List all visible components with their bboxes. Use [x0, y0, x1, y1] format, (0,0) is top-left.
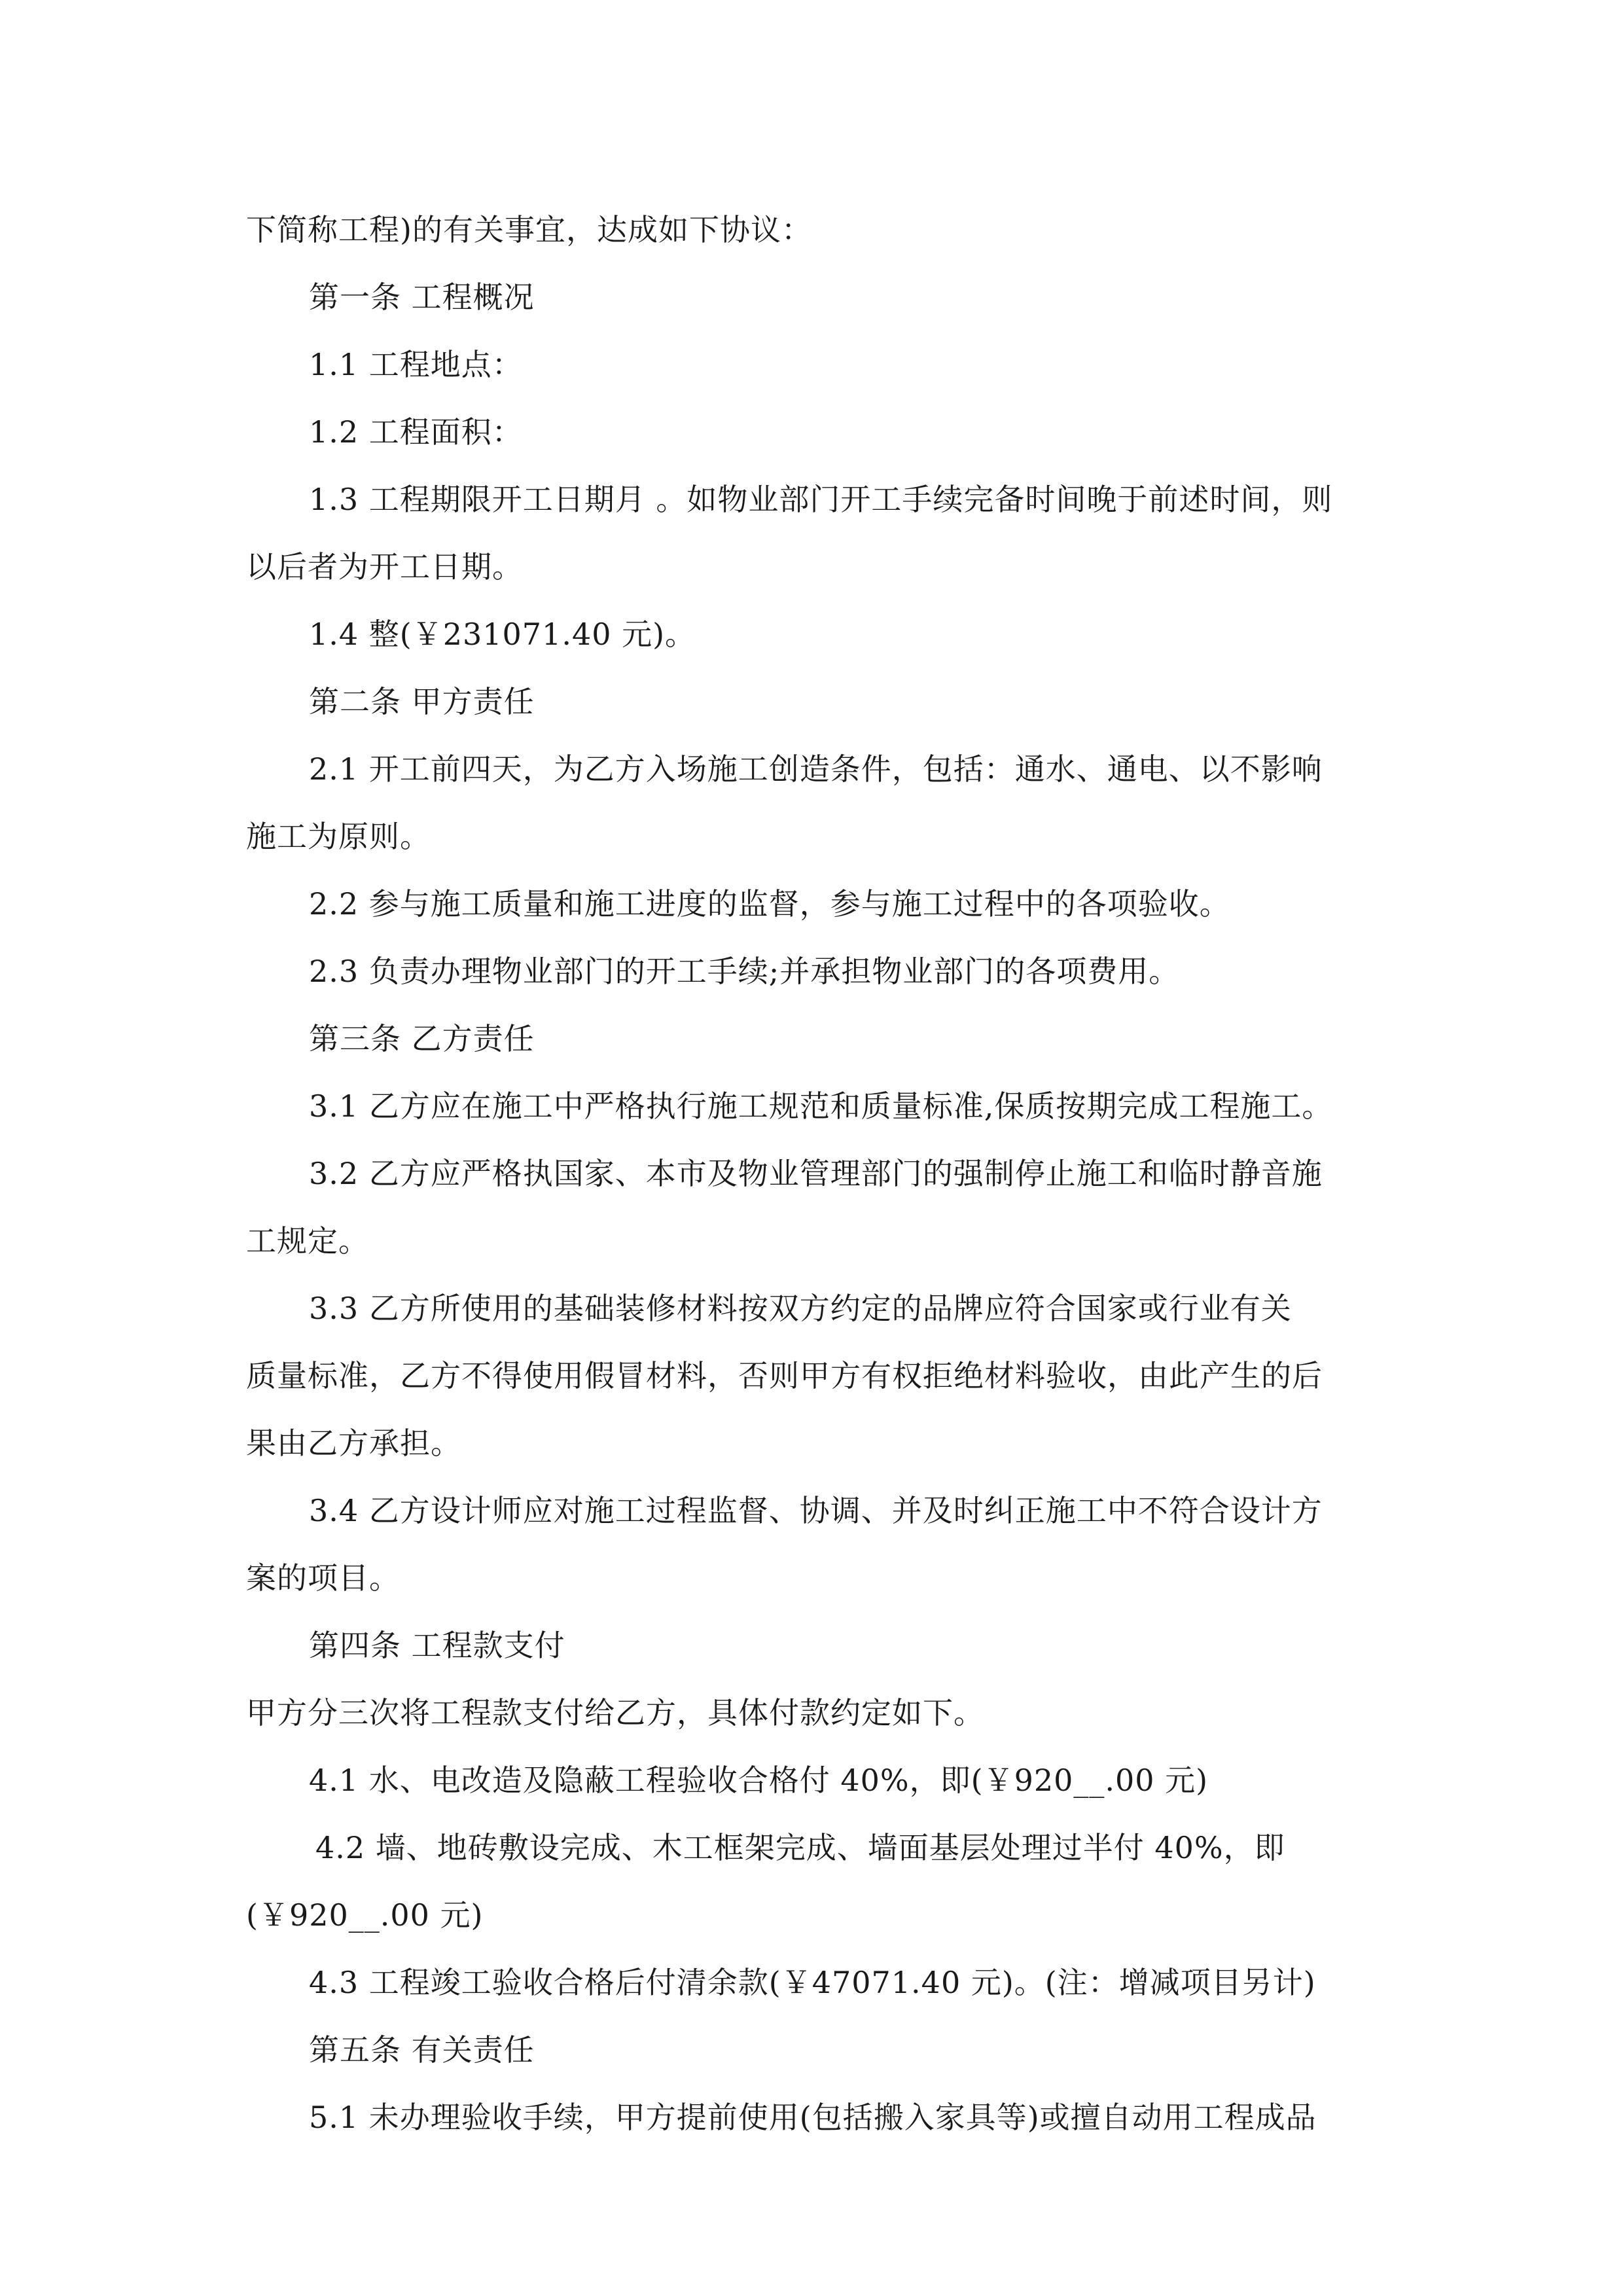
text-line: 施工为原则。: [246, 819, 431, 854]
section-heading: 第三条 乙方责任: [309, 1021, 535, 1056]
section-heading: 第一条 工程概况: [309, 279, 535, 315]
clause-line: 3.4 乙方设计师应对施工过程监督、协调、并及时纠正施工中不符合设计方: [309, 1493, 1323, 1528]
clause-line: 4.1 水、电改造及隐蔽工程验收合格付 40%，即(￥920__.00 元): [309, 1763, 1209, 1798]
text-line: 下简称工程)的有关事宜，达成如下协议：: [246, 212, 812, 247]
clause-line: 1.4 整(￥231071.40 元)。: [309, 617, 696, 652]
clause-line: 2.2 参与施工质量和施工进度的监督，参与施工过程中的各项验收。: [309, 886, 1230, 922]
clause-line: 4.3 工程竣工验收合格后付清余款(￥47071.40 元)。(注：增减项目另计): [309, 1965, 1316, 2000]
text-line: 以后者为开工日期。: [246, 549, 523, 584]
section-heading: 第四条 工程款支付: [309, 1628, 565, 1663]
text-line: (￥920__.00 元): [246, 1897, 484, 1933]
clause-line: 5.1 未办理验收手续，甲方提前使用(包括搬入家具等)或擅自动用工程成品: [309, 2100, 1317, 2135]
text-line: 案的项目。: [246, 1560, 400, 1596]
section-heading: 第五条 有关责任: [309, 2032, 535, 2068]
clause-line: 3.3 乙方所使用的基础装修材料按双方约定的品牌应符合国家或行业有关: [309, 1291, 1292, 1326]
clause-line: 1.1 工程地点：: [309, 347, 523, 382]
clause-line: 4.2 墙、地砖敷设完成、木工框架完成、墙面基层处理过半付 40%，即: [315, 1830, 1285, 1865]
clause-line: 2.1 开工前四天，为乙方入场施工创造条件，包括：通水、通电、以不影响: [309, 751, 1323, 787]
clause-line: 3.1 乙方应在施工中严格执行施工规范和质量标准,保质按期完成工程施工。: [309, 1088, 1333, 1124]
text-line: 工规定。: [246, 1223, 369, 1259]
text-line: 甲方分三次将工程款支付给乙方，具体付款约定如下。: [246, 1695, 984, 1731]
clause-line: 1.2 工程面积：: [309, 414, 523, 450]
clause-line: 1.3 工程期限开工日期月 。如物业部门开工手续完备时间晚于前述时间，则: [309, 482, 1333, 517]
text-line: 质量标准，乙方不得使用假冒材料，否则甲方有权拒绝材料验收，由此产生的后: [246, 1358, 1323, 1393]
clause-line: 3.2 乙方应严格执国家、本市及物业管理部门的强制停止施工和临时静音施: [309, 1156, 1323, 1191]
section-heading: 第二条 甲方责任: [309, 684, 535, 719]
clause-line: 2.3 负责办理物业部门的开工手续;并承担物业部门的各项费用。: [309, 954, 1180, 989]
text-line: 果由乙方承担。: [246, 1426, 461, 1461]
document-body: [246, 196, 1372, 2151]
